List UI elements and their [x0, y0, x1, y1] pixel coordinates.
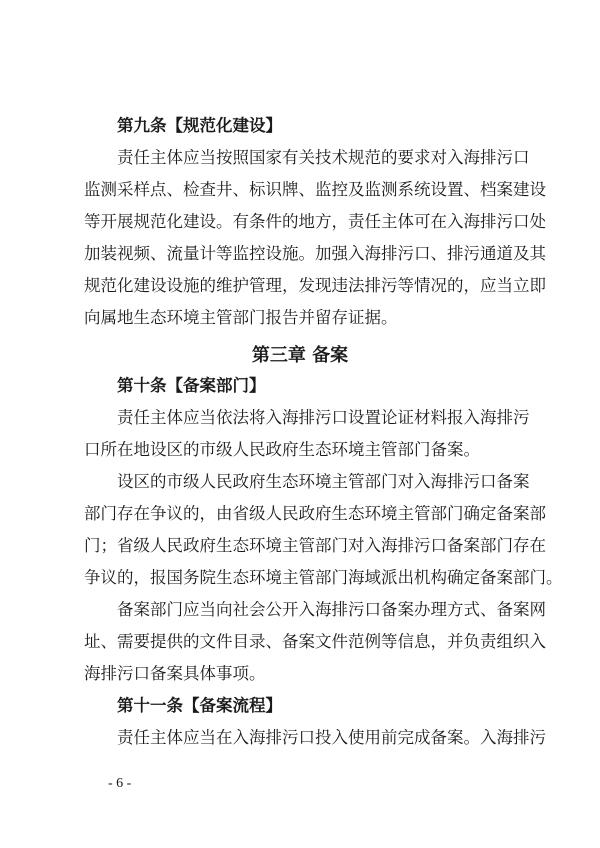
article-10 — [84, 370, 563, 754]
article-10-p2-line-4: 争议的，报国务院生态环境主管部门海域派出机构确定备案部门。 — [84, 568, 563, 587]
article-10-p2-line-2: 部门存在争议的，由省级人民政府生态环境主管部门确定备案部 — [84, 504, 546, 523]
article-11-heading: 第十一条【备案流程】 — [117, 696, 282, 715]
article-10-p3-line-1: 备案部门应当向社会公开入海排污口备案办理方式、备案网 — [117, 600, 546, 619]
article-9-line-3: 等开展规范化建设。有条件的地方，责任主体可在入海排污口处 — [84, 212, 546, 231]
article-9-line-5: 规范化建设设施的维护管理，发现违法排污等情况的，应当立即 — [84, 276, 546, 295]
article-9-line-2: 监测采样点、检查井、标识牌、监控及监测系统设置、档案建设 — [84, 180, 546, 199]
article-10-p1-line-2: 口所在地设区的市级人民政府生态环境主管部门备案。 — [84, 440, 480, 459]
article-9-line-4: 加装视频、流量计等监控设施。加强入海排污口、排污通道及其 — [84, 244, 546, 263]
article-10-heading: 第十条【备案部门】 — [117, 376, 266, 395]
article-9-line-6: 向属地生态环境主管部门报告并留存证据。 — [84, 308, 398, 327]
article-9-heading: 第九条【规范化建设】 — [117, 116, 282, 135]
article-10-p2-line-3: 门；省级人民政府生态环境主管部门对入海排污口备案部门存在 — [84, 536, 546, 555]
chapter-title: 第三章 备案 — [251, 345, 349, 366]
article-10-p3-line-3: 海排污口备案具体事项。 — [84, 664, 266, 683]
article-9 — [84, 110, 544, 334]
article-10-p3-line-2: 址、需要提供的文件目录、备案文件范例等信息，并负责组织入 — [84, 632, 546, 651]
page-number: - 6 - — [108, 776, 132, 791]
article-11-line-1: 责任主体应当在入海排污口投入使用前完成备案。入海排污 — [117, 728, 546, 747]
article-9-line-1: 责任主体应当按照国家有关技术规范的要求对入海排污口 — [117, 148, 530, 167]
article-10-p1-line-1: 责任主体应当依法将入海排污口设置论证材料报入海排污 — [117, 408, 530, 427]
article-10-p2-line-1: 设区的市级人民政府生态环境主管部门对入海排污口备案 — [117, 472, 530, 491]
